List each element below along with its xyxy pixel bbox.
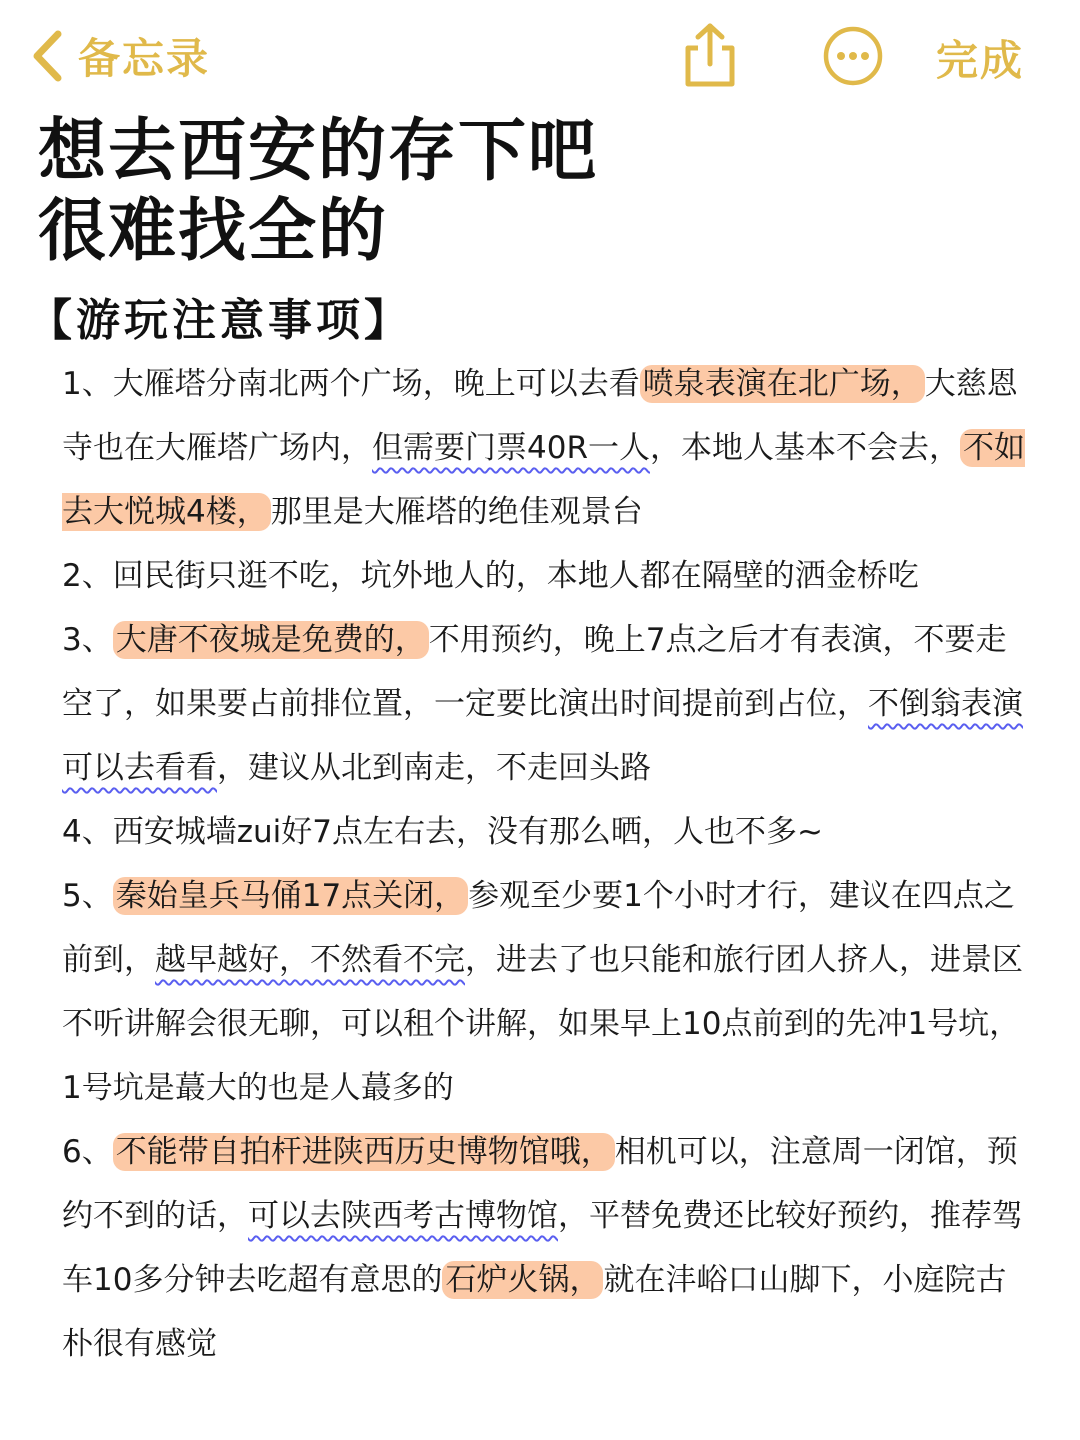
- item-1-text-2: 大慈恩寺也在大雁塔广场内，: [62, 366, 1018, 466]
- item-5-text-2: 参观至少要1个小时才行，建议在四点之前到，: [62, 878, 1015, 978]
- item-3-text-3: ，建议从北到南走，不走回头路: [217, 750, 651, 786]
- item-6-text-3: ，平替免费还比较好预约，推荐驾车10多分钟去吃超有意思的: [62, 1198, 1023, 1298]
- item-2-text-1: 2、回民街只逛不吃，坑外地人的，本地人都在隔壁的洒金桥吃: [62, 558, 919, 594]
- item-3-text-2: 不用预约，晚上7点之后才有表演，不要走空了，如果要占前排位置，一定要比演出时间提前到占位，: [62, 622, 1007, 722]
- item-6-highlight-2: 石炉火锅，: [442, 1261, 603, 1299]
- item-1-highlight-2: 不如去大悦城4楼，: [62, 430, 1025, 530]
- list-item-2: [62, 544, 1032, 608]
- item-1-underline-1: 但需要门票40R一人: [372, 430, 650, 466]
- item-3-highlight-1: 大唐不夜城是免费的，: [113, 621, 429, 659]
- item-5-underline-1: 越早越好，不然看不完: [155, 942, 465, 978]
- item-3-underline-1: 不倒翁表演可以去看看: [62, 686, 1023, 786]
- more-icon: [822, 72, 884, 91]
- title-line-2: 很难找全的: [38, 192, 389, 271]
- item-6-text-2: 相机可以，注意周一闭馆，预约不到的话，: [62, 1134, 1018, 1234]
- item-5-highlight-1: 秦始皇兵马俑17点关闭，: [113, 877, 468, 915]
- back-label: 备忘录: [78, 34, 211, 83]
- item-6-underline-1: 可以去陕西考古博物馆: [248, 1198, 558, 1234]
- item-1-text-4: 那里是大雁塔的绝佳观景台: [270, 494, 643, 530]
- done-button[interactable]: 完成: [936, 36, 1025, 85]
- more-options-button[interactable]: [822, 25, 884, 87]
- share-icon: [680, 73, 740, 92]
- item-4-text-1: 4、西安城墙zui好7点左右去，没有那么晒，人也不多~: [62, 814, 823, 850]
- note-title: [38, 112, 598, 272]
- item-5-text-1: 5、: [62, 878, 113, 914]
- chevron-left-icon: [30, 30, 64, 82]
- list-item-6: [62, 1120, 1032, 1376]
- list-item-3: [62, 608, 1032, 800]
- back-button[interactable]: [30, 28, 210, 84]
- item-3-text-1: 3、: [62, 622, 113, 658]
- navigation-bar: [0, 0, 1080, 110]
- share-button[interactable]: [680, 22, 740, 88]
- list-item-5: [62, 864, 1032, 1120]
- item-1-highlight-1: 喷泉表演在北广场，: [640, 365, 925, 403]
- item-1-text-3: ，本地人基本不会去，: [650, 430, 960, 466]
- item-1-text-1: 1、大雁塔分南北两个广场，晚上可以去看: [62, 366, 640, 402]
- list-item-1: [62, 352, 1032, 544]
- list-item-4: [62, 800, 1032, 864]
- title-line-1: 想去西安的存下吧: [38, 112, 599, 191]
- note-body: [62, 352, 1032, 1376]
- section-heading: 【游玩注意事项】: [28, 295, 412, 346]
- item-6-text-1: 6、: [62, 1134, 113, 1170]
- item-5-text-3: ，进去了也只能和旅行团人挤人，进景区不听讲解会很无聊，可以租个讲解，如果早上10点前到的先冲1号坑，1号坑是蕞大的也是人蕞多的: [62, 942, 1023, 1106]
- item-6-highlight-1: 不能带自拍杆进陕西历史博物馆哦，: [113, 1133, 615, 1171]
- item-6-text-4: 就在沣峪口山脚下，小庭院古朴很有感觉: [62, 1262, 1007, 1362]
